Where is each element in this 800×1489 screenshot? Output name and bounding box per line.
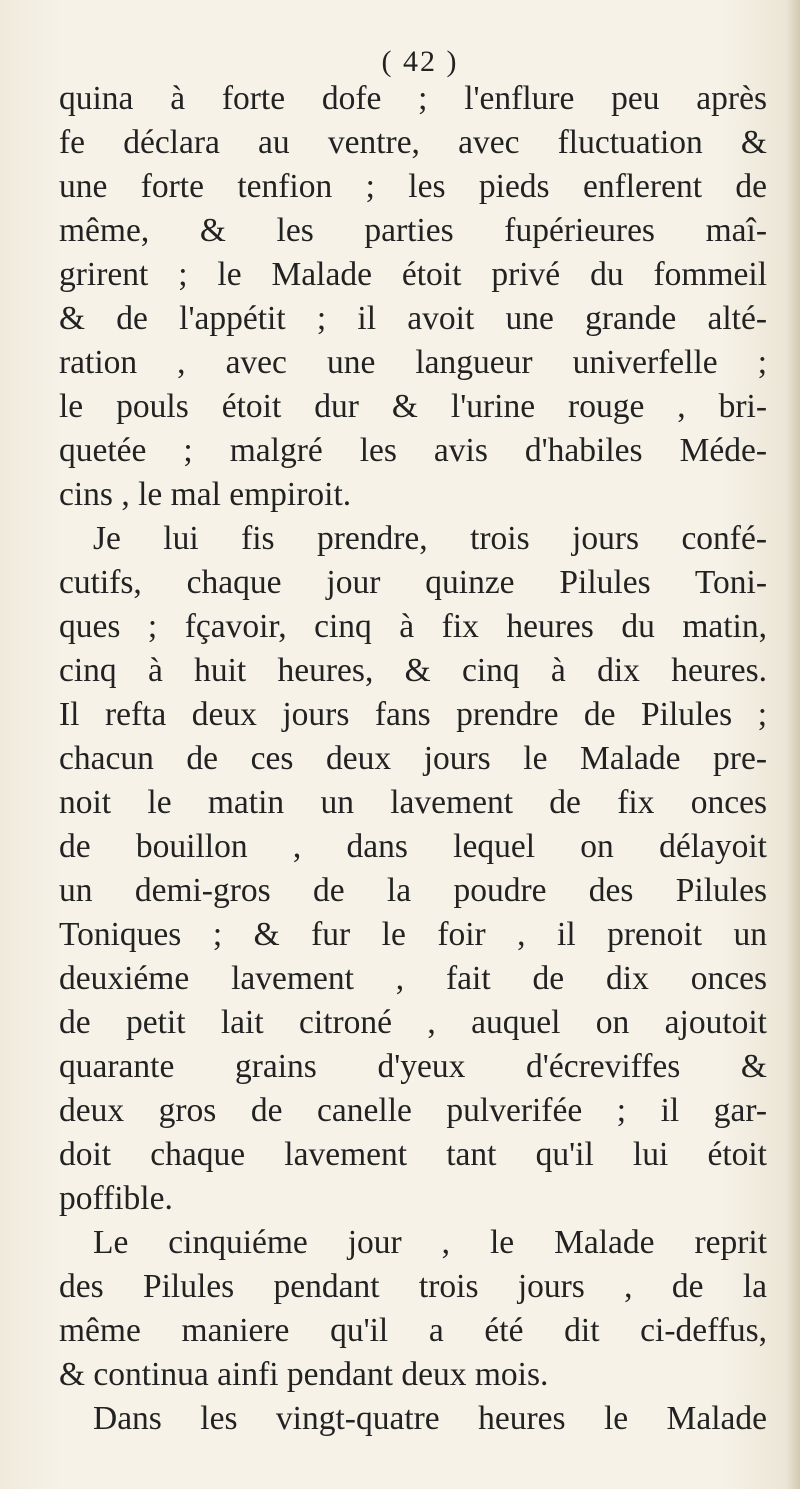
text-line: même, & les parties fupérieures maî- bbox=[59, 212, 767, 249]
text-line: poffible. bbox=[59, 1180, 173, 1217]
text-line: Le cinquiéme jour , le Malade reprit bbox=[93, 1224, 767, 1261]
text-line: Je lui fis prendre, trois jours confé- bbox=[93, 520, 767, 557]
text-line: ques ; fçavoir, cinq à fix heures du matin, bbox=[59, 608, 767, 645]
text-line: ration , avec une langueur univerfelle ; bbox=[59, 344, 767, 381]
text-line: cinq à huit heures, & cinq à dix heures. bbox=[59, 652, 767, 689]
text-line: & de l'appétit ; il avoit une grande alté- bbox=[59, 300, 767, 337]
text-line: deuxiéme lavement , fait de dix onces bbox=[59, 960, 767, 997]
text-line: cutifs, chaque jour quinze Pilules Toni- bbox=[59, 564, 767, 601]
text-line: grirent ; le Malade étoit privé du fommeil bbox=[59, 256, 767, 293]
text-line: noit le matin un lavement de fix onces bbox=[59, 784, 767, 821]
text-line: quetée ; malgré les avis d'habiles Méde- bbox=[59, 432, 767, 469]
text-line: chacun de ces deux jours le Malade pre- bbox=[59, 740, 767, 777]
text-line: fe déclara au ventre, avec fluctuation & bbox=[59, 124, 767, 161]
text-line: de bouillon , dans lequel on délayoit bbox=[59, 828, 767, 865]
text-line: de petit lait citroné , auquel on ajoutoit bbox=[59, 1004, 767, 1041]
text-line: Dans les vingt-quatre heures le Malade bbox=[93, 1400, 767, 1437]
text-line: deux gros de canelle pulverifée ; il gar- bbox=[59, 1092, 767, 1129]
text-line: doit chaque lavement tant qu'il lui étoit bbox=[59, 1136, 767, 1173]
text-line: Toniques ; & fur le foir , il prenoit un bbox=[59, 916, 767, 953]
text-line: Il refta deux jours fans prendre de Pilules ; bbox=[59, 696, 767, 733]
text-line: un demi-gros de la poudre des Pilules bbox=[59, 872, 767, 909]
page-edge-shadow bbox=[786, 0, 800, 1489]
text-line: même maniere qu'il a été dit ci-deffus, bbox=[59, 1312, 767, 1349]
text-line: & continua ainfi pendant deux mois. bbox=[59, 1356, 549, 1393]
text-line: le pouls étoit dur & l'urine rouge , bri- bbox=[59, 388, 767, 425]
text-line: quarante grains d'yeux d'écreviffes & bbox=[59, 1048, 767, 1085]
text-line: des Pilules pendant trois jours , de la bbox=[59, 1268, 767, 1305]
text-line: une forte tenfion ; les pieds enflerent de bbox=[59, 168, 767, 205]
text-line: quina à forte dofe ; l'enflure peu après bbox=[59, 80, 767, 117]
page-number: ( 42 ) bbox=[381, 45, 459, 78]
text-line: cins , le mal empiroit. bbox=[59, 476, 352, 513]
